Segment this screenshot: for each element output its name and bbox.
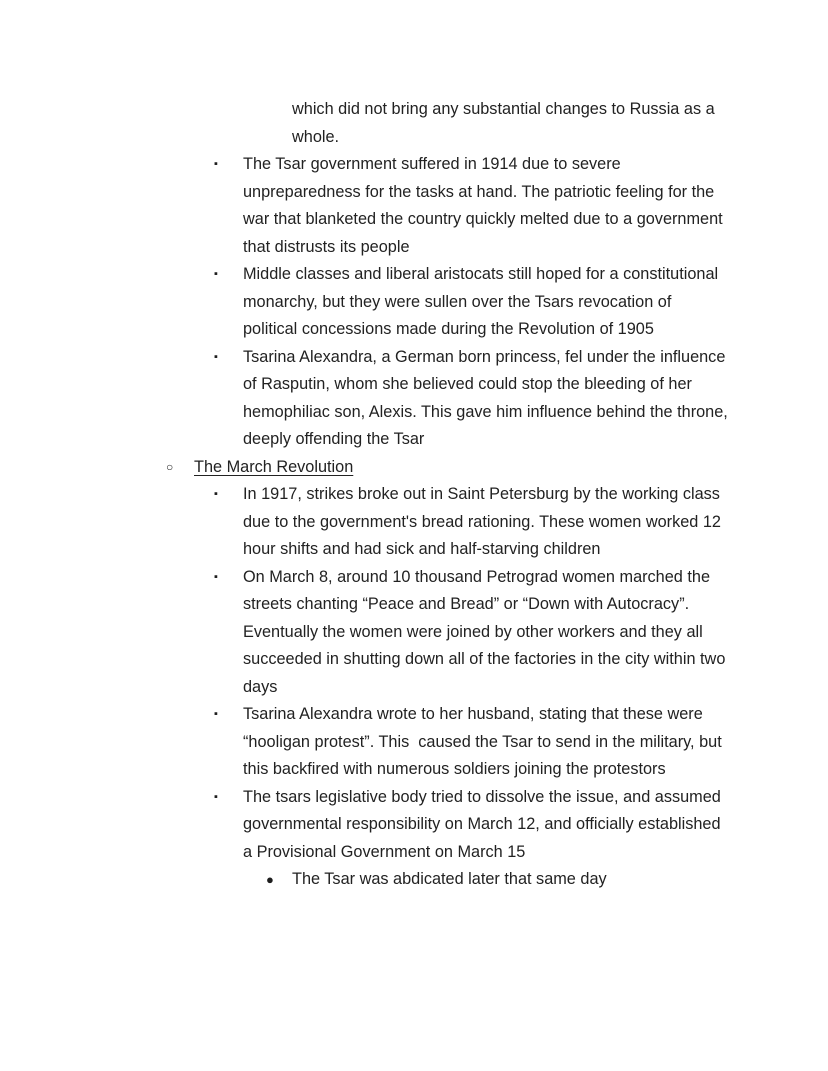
list-item <box>214 784 730 867</box>
list-item <box>214 344 733 454</box>
list-item-text: The tsars legislative body tried to dissolve the issue, and assumed governmental responsibility on March 12, and officially established a Provisional Government on March 15 <box>243 787 726 861</box>
list-item <box>214 564 730 702</box>
section-heading: The March Revolution <box>194 457 354 476</box>
square-bullet-icon: ▪ <box>214 350 218 363</box>
list-item <box>214 151 730 261</box>
document-body <box>0 96 828 894</box>
square-bullet-icon: ▪ <box>214 708 218 720</box>
filled-circle-bullet-icon: ● <box>266 872 274 887</box>
list-item-text: Middle classes and liberal aristocats still hoped for a constitutional monarchy, but they were sullen over the Tsars revocation of political concessions made during the Revolution of 1905 <box>243 265 723 338</box>
list-item-text: Tsarina Alexandra, a German born princess, fel under the influence of Rasputin, whom she believed could stop the bleeding of her hemophiliac son, Alexis. This gave him influence behind the throne, deeply offending the Tsar <box>243 347 733 448</box>
list-item-text: which did not bring any substantial changes to Russia as a whole. <box>292 100 720 146</box>
square-bullet-icon: ▪ <box>214 158 218 170</box>
list-item <box>266 866 730 894</box>
square-bullet-icon: ▪ <box>214 790 218 803</box>
list-item-text: In 1917, strikes broke out in Saint Petersburg by the working class due to the government's bread rationing. These women worked 12 hour shifts and had sick and half-starving children <box>243 485 726 558</box>
square-bullet-icon: ▪ <box>214 268 218 280</box>
list-item-text: Tsarina Alexandra wrote to her husband, stating that these were “hooligan protest”. This caused the Tsar to send in the military, but this backfired with numerous soldiers joining the protestors <box>243 705 727 778</box>
list-item <box>166 454 730 482</box>
list-item <box>292 96 730 151</box>
list-item-text: On March 8, around 10 thousand Petrograd women marched the streets chanting “Peace and Bread” or “Down with Autocracy”. Eventually the women were joined by other workers and they all succeeded in shutting down all of the factories in the city within two days <box>243 567 730 696</box>
square-bullet-icon: ▪ <box>214 570 218 583</box>
list-item <box>214 261 730 344</box>
list-item <box>214 481 730 564</box>
list-item-text: The Tsar was abdicated later that same day <box>292 870 607 888</box>
list-item <box>214 701 730 784</box>
list-item-text: The Tsar government suffered in 1914 due to severe unpreparedness for the tasks at hand. The patriotic feeling for the war that blanketed the country quickly melted due to a government that distrusts its people <box>243 155 728 256</box>
square-bullet-icon: ▪ <box>214 488 218 500</box>
hollow-circle-bullet-icon: ○ <box>166 459 174 474</box>
